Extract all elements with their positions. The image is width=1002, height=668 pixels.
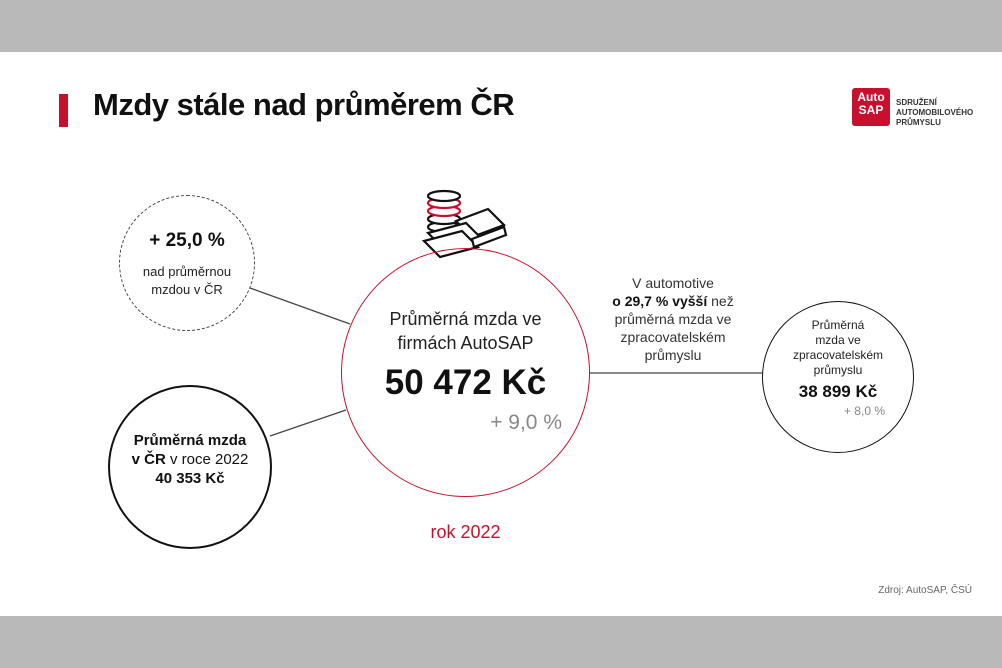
logo-mark-line2: SAP: [858, 103, 884, 117]
processing-line3: zpracovatelském: [792, 348, 884, 362]
connector-above-avg: [250, 288, 350, 324]
source-note: Zdroj: AutoSAP, ČSÚ: [878, 585, 972, 596]
logo-text-line1: SDRUŽENÍ: [896, 98, 937, 107]
automotive-line4: zpracovatelském: [620, 329, 726, 345]
logo-text-line2: AUTOMOBILOVÉHO: [896, 108, 974, 117]
automotive-line5: průmyslu: [644, 347, 702, 363]
slide: [0, 52, 1002, 616]
automotive-line2-bold: o 29,7 % vyšší: [612, 293, 708, 309]
processing-value: 38 899 Kč: [798, 382, 878, 401]
logo-text-line3: PRŮMYSLU: [896, 118, 941, 127]
page-title: Mzdy stále nad průměrem ČR: [93, 87, 515, 122]
processing-line4: průmyslu: [813, 363, 863, 377]
above-average-circle: [119, 195, 255, 331]
processing-wage-circle: [762, 301, 914, 453]
processing-change: + 8,0 %: [843, 404, 885, 418]
connector-cr-wage: [270, 410, 346, 436]
above-average-line1: nad průměrnou: [142, 264, 232, 279]
cr-wage-value: 40 353 Kč: [155, 470, 225, 487]
above-average-value: + 25,0 %: [149, 230, 225, 251]
main-wage-change: + 9,0 %: [490, 411, 562, 434]
processing-line1: Průměrná: [811, 318, 865, 332]
cr-wage-line1: Průměrná mzda: [133, 432, 247, 449]
main-wage-circle: [341, 248, 590, 497]
year-label: rok 2022: [430, 522, 501, 542]
automotive-note: [593, 274, 753, 364]
logo-mark-line1: Auto: [857, 90, 885, 104]
above-average-line2: mzdou v ČR: [151, 282, 223, 297]
cr-wage-circle: [108, 385, 272, 549]
main-wage-value: 50 472 Kč: [384, 363, 547, 402]
main-wage-line1: Průměrná mzda ve: [389, 309, 542, 329]
cr-wage-line2-rest: v roce 2022: [165, 451, 249, 468]
automotive-line1: V automotive: [632, 275, 714, 291]
processing-label: [763, 318, 913, 378]
main-wage-line2: firmách AutoSAP: [397, 333, 534, 353]
processing-line2: mzda ve: [815, 333, 861, 347]
automotive-line2-rest: než: [707, 293, 734, 309]
automotive-line3: průměrná mzda ve: [614, 311, 732, 327]
cr-wage-line2-bold: v ČR: [131, 451, 166, 468]
